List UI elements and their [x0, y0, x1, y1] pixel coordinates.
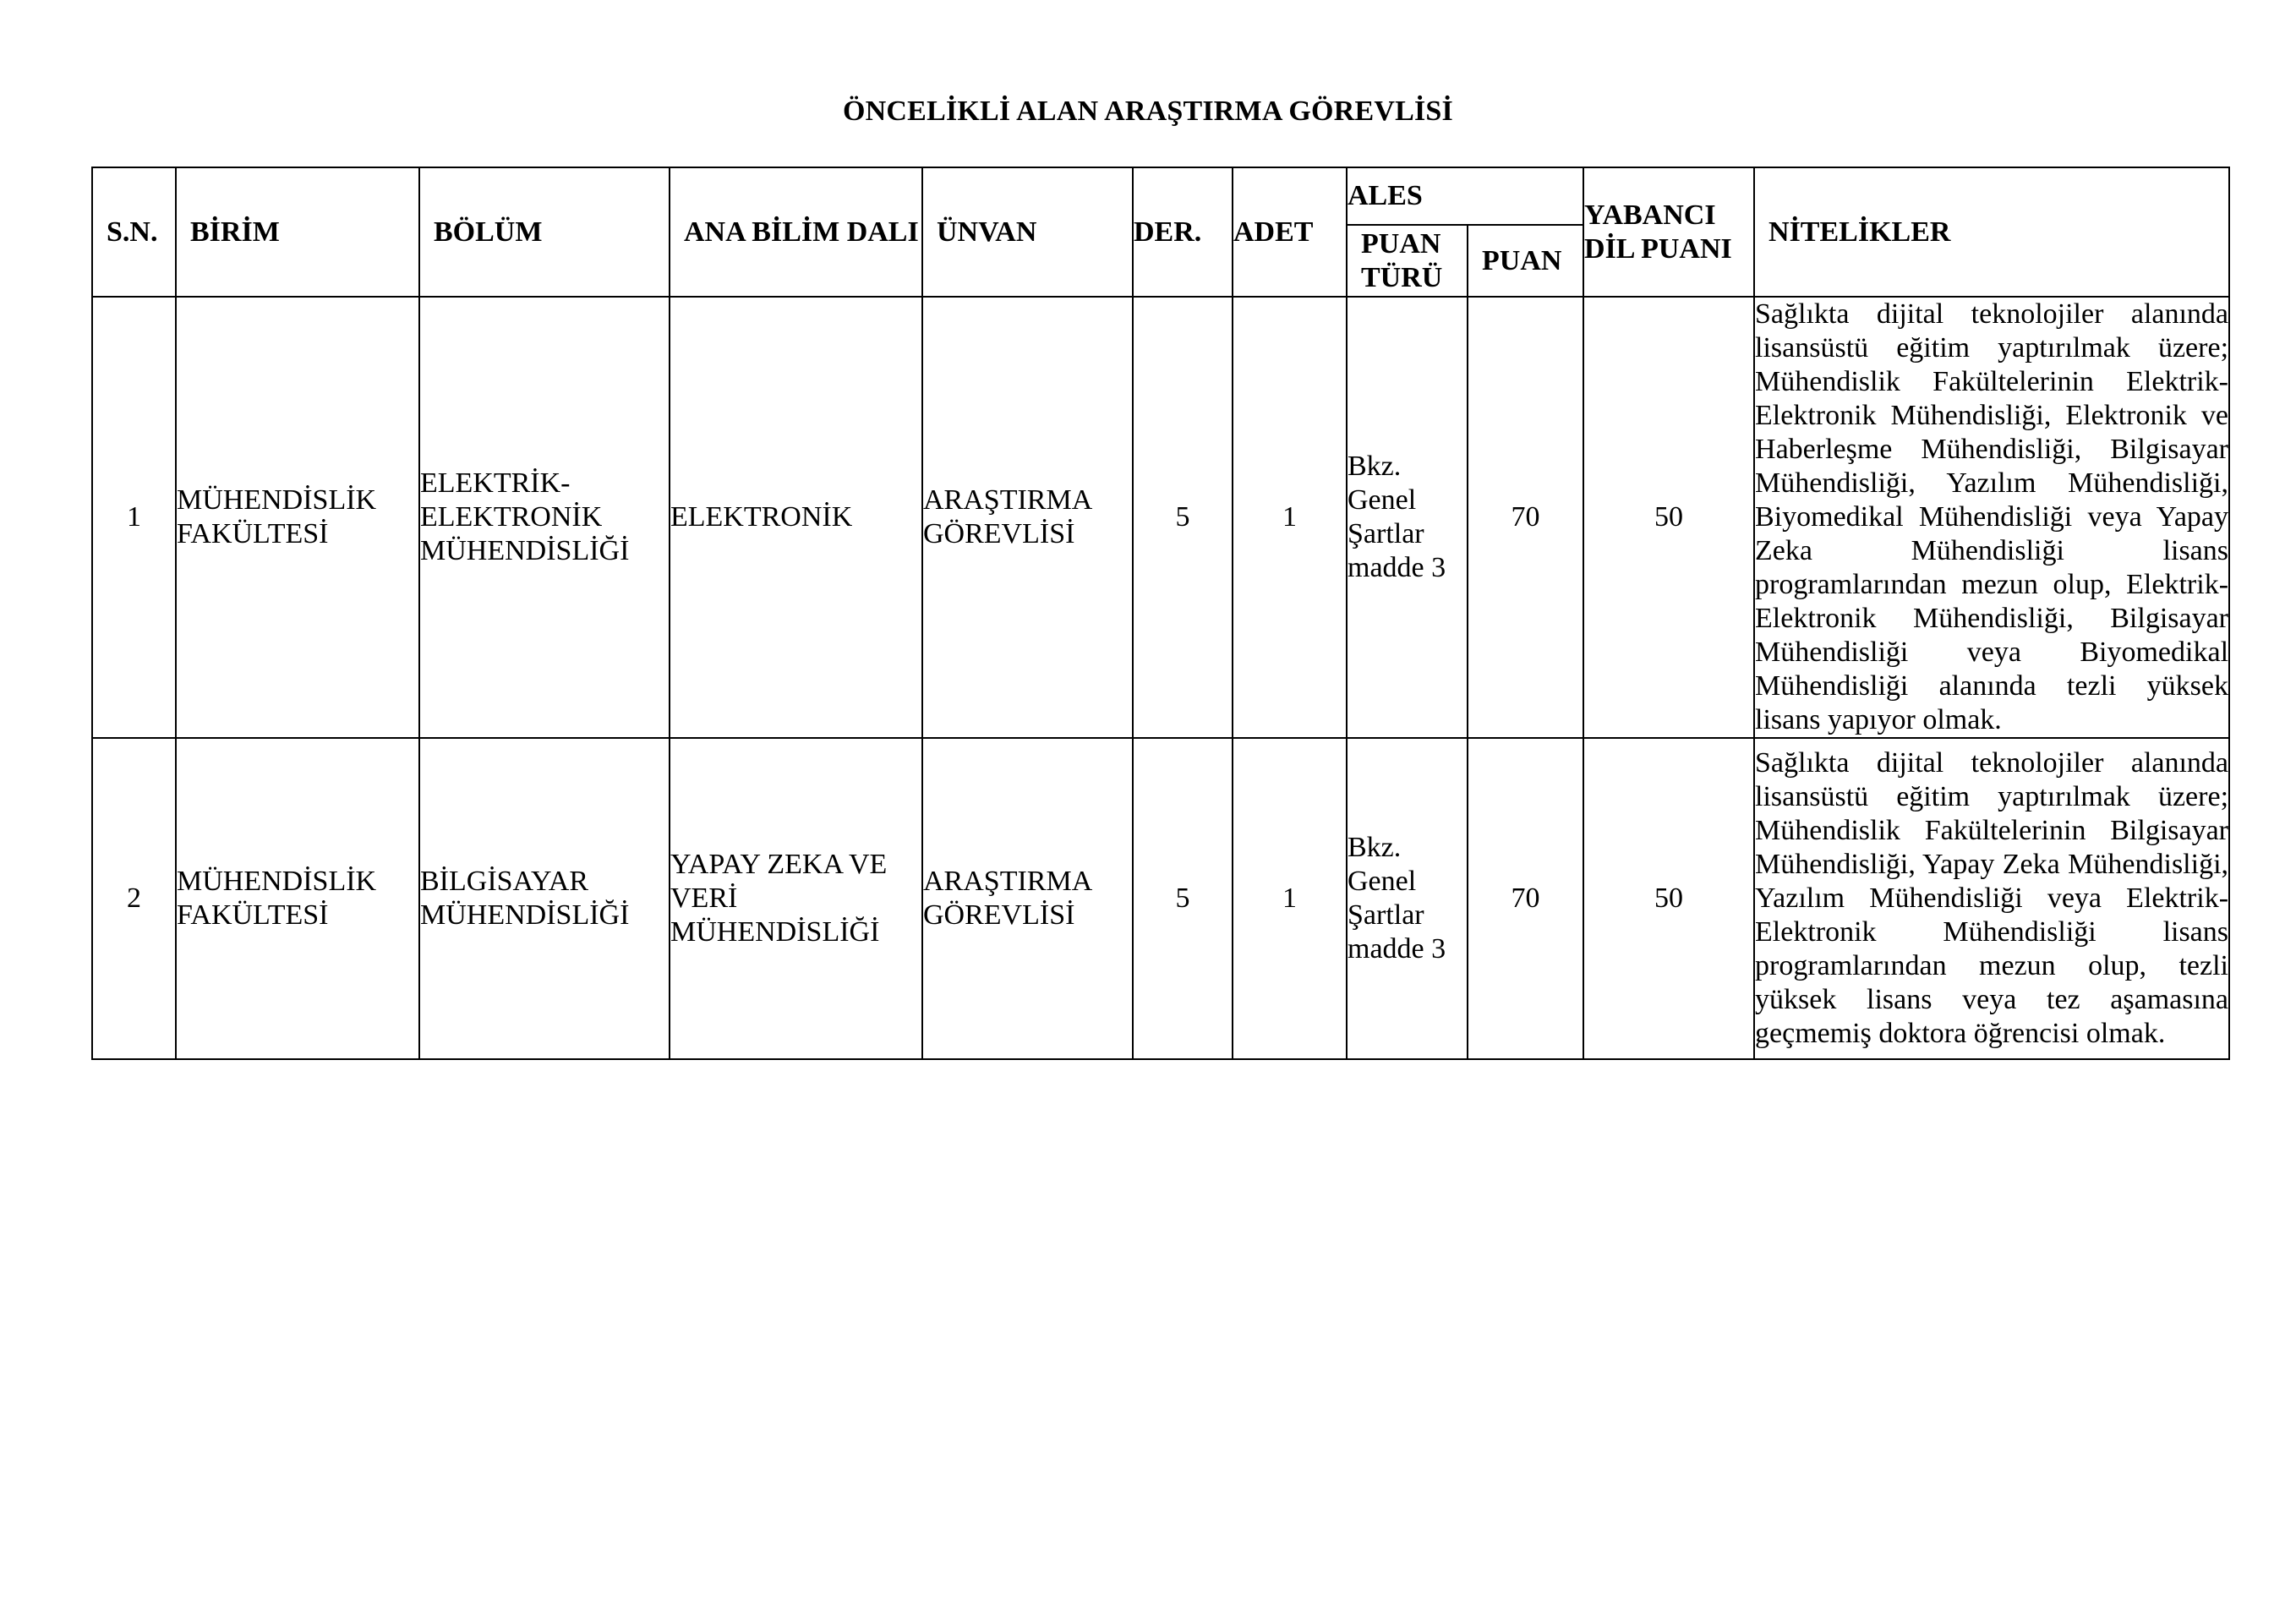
header-unvan: ÜNVAN [922, 167, 1133, 297]
vacancy-table [91, 167, 2230, 1060]
header-bolum: BÖLÜM [419, 167, 670, 297]
cell-nitelikler: Sağlıkta dijital teknolojiler alanında lisansüstü eğitim yaptırılmak üzere; Mühendislik Fakültelerinin Elektrik-Elektronik Mühendisliği, Elektronik ve Haberleşme Mühendisliği, Bilgisayar Mühendisliği, Yazılım Mühendisliği, Biyomedikal Mühendisliği veya Yapay Zeka Mühendisliği lisans programlarından mezun olup, Elektrik-Elektronik Mühendisliği, Bilgisayar Mühendisliği veya Biyomedikal Mühendisliği alanında tezli yüksek lisans yapıyor olmak. [1754, 297, 2229, 738]
cell-ana-bilim-dali: ELEKTRONİK [670, 297, 922, 738]
cell-bolum: BİLGİSAYAR MÜHENDİSLİĞİ [419, 738, 670, 1059]
cell-ana-bilim-dali: YAPAY ZEKA VE VERİ MÜHENDİSLİĞİ [670, 738, 922, 1059]
cell-der: 5 [1133, 738, 1233, 1059]
cell-sn: 2 [92, 738, 176, 1059]
cell-birim: MÜHENDİSLİK FAKÜLTESİ [176, 297, 419, 738]
cell-sn: 1 [92, 297, 176, 738]
cell-puan-turu: Bkz. Genel Şartlar madde 3 [1347, 297, 1468, 738]
header-nitelikler: NİTELİKLER [1754, 167, 2229, 297]
cell-der: 5 [1133, 297, 1233, 738]
cell-birim: MÜHENDİSLİK FAKÜLTESİ [176, 738, 419, 1059]
cell-nitelikler: Sağlıkta dijital teknolojiler alanında lisansüstü eğitim yaptırılmak üzere; Mühendislik Fakültelerinin Bilgisayar Mühendisliği, Yapay Zeka Mühendisliği, Yazılım Mühendisliği veya Elektrik-Elektronik Mühendisliği lisans programlarından mezun olup, tezli yüksek lisans veya tez aşamasına geçmemiş doktora öğrencisi olmak. [1754, 738, 2229, 1059]
cell-bolum: ELEKTRİK-ELEKTRONİK MÜHENDİSLİĞİ [419, 297, 670, 738]
header-puan-turu: PUAN TÜRÜ [1347, 225, 1468, 297]
cell-puan: 70 [1468, 738, 1583, 1059]
header-adet: ADET [1233, 167, 1347, 297]
cell-yabanci-dil-puani: 50 [1583, 297, 1754, 738]
table-header-row [92, 167, 2229, 225]
header-yabanci-dil-puani: YABANCI DİL PUANI [1583, 167, 1754, 297]
header-ales: ALES [1347, 167, 1583, 225]
cell-adet: 1 [1233, 738, 1347, 1059]
cell-adet: 1 [1233, 297, 1347, 738]
page-title: ÖNCELİKLİ ALAN ARAŞTIRMA GÖREVLİSİ [843, 96, 1453, 127]
header-birim: BİRİM [176, 167, 419, 297]
cell-unvan: ARAŞTIRMA GÖREVLİSİ [922, 297, 1133, 738]
header-der: DER. [1133, 167, 1233, 297]
cell-yabanci-dil-puani: 50 [1583, 738, 1754, 1059]
header-puan: PUAN [1468, 225, 1583, 297]
cell-unvan: ARAŞTIRMA GÖREVLİSİ [922, 738, 1133, 1059]
cell-puan-turu: Bkz. Genel Şartlar madde 3 [1347, 738, 1468, 1059]
table-row [92, 297, 2229, 738]
header-sn: S.N. [92, 167, 176, 297]
cell-puan: 70 [1468, 297, 1583, 738]
header-ana-bilim-dali: ANA BİLİM DALI [670, 167, 922, 297]
table-row [92, 738, 2229, 1059]
